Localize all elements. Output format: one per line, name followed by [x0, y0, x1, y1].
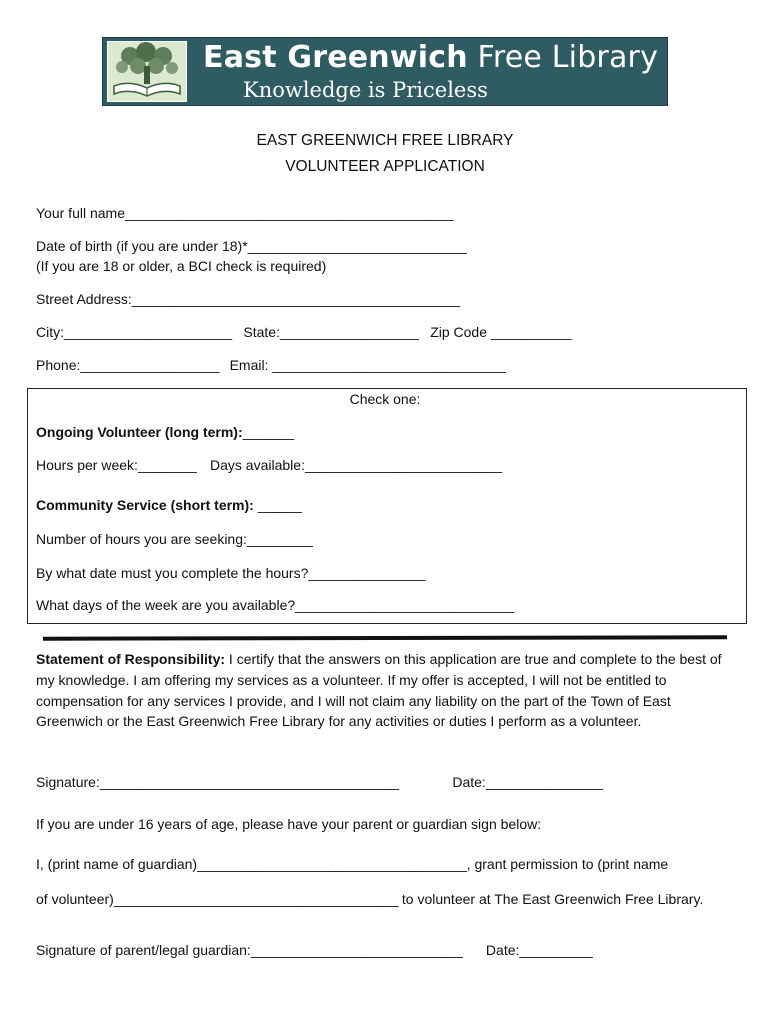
state-label: State: — [243, 324, 280, 340]
signature-field[interactable]: _________________________________________ — [99, 774, 399, 790]
volunteer-print-after: to volunteer at The East Greenwich Free Library. — [398, 891, 704, 907]
ongoing-row — [36, 424, 294, 440]
zip-field[interactable]: ___________ — [490, 324, 572, 340]
city-field[interactable]: _______________________ — [64, 324, 232, 340]
days-week-row — [36, 597, 514, 613]
tree-book-logo-icon — [108, 42, 186, 101]
complete-by-row — [36, 565, 425, 581]
guardian-print-after: , grant permission to (print name — [466, 856, 669, 872]
banner-title: East Greenwich Free Library — [203, 40, 659, 75]
document-title-line1: EAST GREENWICH FREE LIBRARY — [256, 132, 514, 149]
phone-field[interactable]: ___________________ — [80, 357, 219, 373]
ongoing-field[interactable]: _______ — [242, 424, 294, 440]
library-logo — [107, 41, 187, 102]
library-banner — [102, 37, 668, 106]
dob-row — [36, 238, 466, 254]
hours-days-row — [36, 457, 502, 473]
statement-paragraph — [36, 649, 726, 732]
guardian-signature-row — [36, 942, 592, 958]
volunteer-print-field[interactable]: _______________________________________ — [113, 891, 398, 907]
complete-by-label: By what date must you complete the hours? — [36, 565, 309, 581]
full-name-row — [36, 205, 453, 221]
statement-heading: Statement of Responsibility: — [36, 651, 226, 667]
community-label: Community Service (short term): — [36, 497, 254, 513]
complete-by-field[interactable]: ________________ — [308, 565, 425, 581]
signature-date-field[interactable]: ________________ — [485, 774, 603, 790]
days-week-field[interactable]: ______________________________ — [295, 597, 514, 613]
guardian-print-row — [36, 856, 668, 872]
guardian-print-field[interactable]: _____________________________________ — [197, 856, 467, 872]
full-name-label: Your full name — [36, 205, 125, 221]
city-label: City: — [36, 324, 64, 340]
street-field[interactable]: _____________________________________________ — [131, 291, 460, 307]
hours-week-field[interactable]: ________ — [137, 457, 197, 473]
zip-label: Zip Code — [430, 324, 487, 340]
hours-seeking-field[interactable]: _________ — [246, 531, 313, 547]
street-row — [36, 291, 460, 307]
days-available-field[interactable]: ___________________________ — [304, 457, 502, 473]
signature-date-label: Date: — [452, 774, 486, 790]
email-field[interactable]: ________________________________ — [272, 357, 506, 373]
email-label: Email: — [229, 357, 269, 373]
section-divider — [43, 635, 727, 640]
volunteer-print-label: of volunteer) — [36, 891, 114, 907]
dob-field[interactable]: ______________________________ — [247, 238, 467, 254]
volunteer-print-row — [36, 889, 726, 909]
ongoing-label: Ongoing Volunteer (long term): — [36, 424, 243, 440]
community-row — [36, 497, 301, 513]
days-week-label: What days of the week are you available? — [36, 597, 296, 613]
guardian-signature-label: Signature of parent/legal guardian: — [36, 942, 251, 958]
document-title-line2: VOLUNTEER APPLICATION — [285, 158, 485, 175]
dob-note: (If you are 18 or older, a BCI check is required) — [36, 258, 327, 274]
banner-tagline: Knowledge is Priceless — [243, 78, 488, 102]
guardian-date-field[interactable]: __________ — [519, 942, 593, 958]
city-state-zip-row — [36, 324, 571, 340]
phone-email-row — [36, 357, 506, 373]
signature-label: Signature: — [36, 774, 100, 790]
dob-label: Date of birth (if you are under 18)* — [36, 238, 248, 254]
signature-row — [36, 774, 602, 790]
state-field[interactable]: ___________________ — [279, 324, 419, 340]
days-available-label: Days available: — [210, 457, 305, 473]
community-field[interactable]: ______ — [257, 497, 302, 513]
statement-text: I certify that the answers on this application are true and complete to the best of my knowledge. I am offering my services as a volunteer. If my offer is accepted, I will not be entitled to compensation for any services I provide, and I will not claim any liability on the part of the Town of East Greenwich or the East Greenwich Free Library for any activities or duties I perform as a volunteer. — [36, 651, 722, 730]
guardian-print-label: I, (print name of guardian) — [36, 856, 198, 872]
guardian-note: If you are under 16 years of age, please have your parent or guardian sign below: — [36, 816, 542, 832]
hours-seeking-row — [36, 531, 312, 547]
full-name-field[interactable]: _____________________________________________ — [124, 205, 453, 221]
phone-label: Phone: — [36, 357, 81, 373]
guardian-date-label: Date: — [485, 942, 520, 958]
street-label: Street Address: — [36, 291, 132, 307]
guardian-signature-field[interactable]: _____________________________ — [250, 942, 463, 958]
hours-week-label: Hours per week: — [36, 457, 138, 473]
check-one-heading: Check one: — [349, 391, 421, 407]
hours-seeking-label: Number of hours you are seeking: — [36, 531, 247, 547]
